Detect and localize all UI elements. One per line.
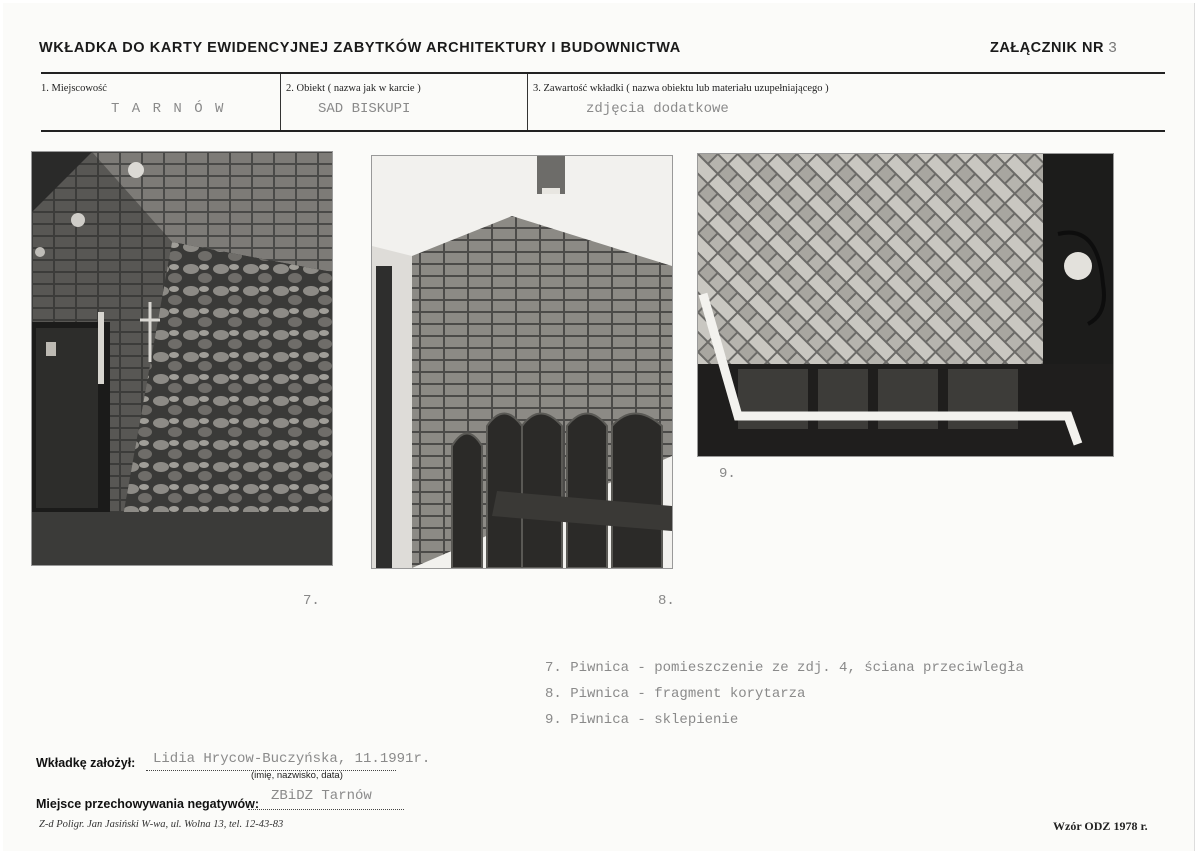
- field-separator-1: [280, 74, 281, 130]
- annex-number: 3: [1107, 40, 1118, 57]
- document-title: WKŁADKA DO KARTY EWIDENCYJNEJ ZABYTKÓW ARCHITEKTURY I BUDOWNICTWA: [39, 40, 681, 56]
- locality-value: T A R N Ó W: [111, 101, 226, 117]
- photo-8-image: [372, 156, 672, 568]
- content-label: 3. Zawartość wkładki ( nazwa obiektu lub materiału uzupełniającego ): [533, 83, 829, 94]
- photo-8: [371, 155, 673, 569]
- caption-7: 7. Piwnica - pomieszczenie ze zdj. 4, ściana przeciwległa: [545, 660, 1024, 676]
- negatives-label: Miejsce przechowywania negatywów:: [36, 797, 259, 811]
- author-hint: (imię, nazwisko, data): [251, 770, 343, 781]
- negatives-dotted-line: [248, 809, 404, 810]
- caption-9: 9. Piwnica - sklepienie: [545, 712, 739, 728]
- negatives-value: ZBiDZ Tarnów: [271, 788, 372, 804]
- photo-9: [697, 153, 1114, 457]
- header-rule-bottom: [41, 130, 1165, 132]
- caption-8: 8. Piwnica - fragment korytarza: [545, 686, 806, 702]
- form-model: Wzór ODZ 1978 r.: [1053, 819, 1148, 833]
- annex-label: [990, 40, 1117, 57]
- annex-label-text: ZAŁĄCZNIK NR: [990, 40, 1104, 56]
- author-value: Lidia Hrycow-Buczyńska, 11.1991r.: [153, 751, 431, 767]
- object-label: 2. Obiekt ( nazwa jak w karcie ): [286, 83, 421, 94]
- object-value: SAD BISKUPI: [318, 101, 411, 117]
- photo-7: [31, 151, 333, 566]
- header-rule-top: [41, 72, 1165, 74]
- photo-8-number: 8.: [658, 593, 675, 609]
- author-label: Wkładkę założył:: [36, 756, 136, 770]
- field-separator-2: [527, 74, 528, 130]
- photo-9-number: 9.: [719, 466, 736, 482]
- photo-7-number: 7.: [303, 593, 320, 609]
- photo-9-image: [698, 154, 1113, 456]
- printer-imprint: Z-d Poligr. Jan Jasiński W-wa, ul. Wolna 13, tel. 12-43-83: [39, 819, 284, 830]
- photo-7-image: [32, 152, 332, 565]
- locality-label: 1. Miejscowość: [41, 83, 107, 94]
- content-value: zdjęcia dodatkowe: [586, 101, 729, 117]
- document-sheet: [3, 3, 1195, 851]
